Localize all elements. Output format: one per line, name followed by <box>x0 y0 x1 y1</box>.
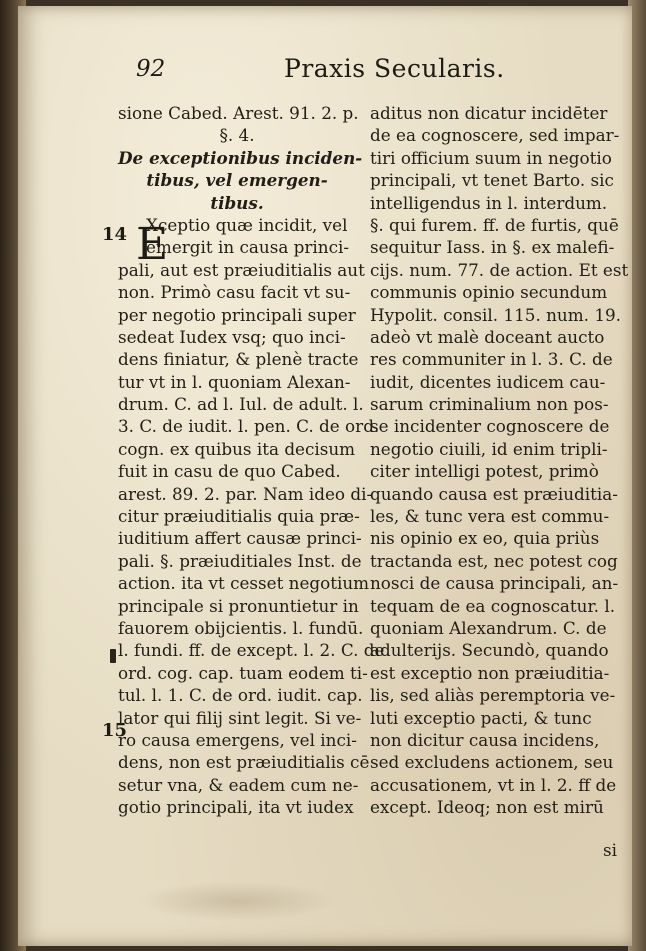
text-line: fuit in casu de quo Cabed. <box>118 461 341 482</box>
text-line: pali. §. præiuditiales Inst. de <box>118 550 362 571</box>
text-line: cijs. num. 77. de action. Et est <box>370 259 629 280</box>
text-line: l. fundi. ff. de except. l. 2. C. de <box>118 640 385 661</box>
text-line: tiri officium suum in negotio <box>370 147 612 168</box>
text-line: de ea cognoscere, sed impar- <box>370 125 620 146</box>
text-line: cogn. ex quibus ita decisum <box>118 438 356 459</box>
margin-paragraph-number: 14 <box>102 224 128 245</box>
text-line: adeò vt malè doceant aucto <box>370 326 605 347</box>
text-line: accusationem, vt in l. 2. ff de <box>370 774 617 795</box>
text-line: res communiter in l. 3. C. de <box>370 349 613 370</box>
left-column <box>118 102 385 819</box>
book-page <box>18 6 632 946</box>
text-line: emergit in causa princi- <box>146 237 350 258</box>
margin-mark <box>110 649 116 663</box>
text-line: tractanda est, nec potest cog <box>370 550 618 571</box>
margin-paragraph-number: 15 <box>102 720 128 741</box>
text-line: non dicitur causa incidens, <box>370 729 600 750</box>
text-line: ro causa emergens, vel inci- <box>118 729 357 750</box>
text-line: tur vt in l. quoniam Alexan- <box>118 371 351 392</box>
text-line: §. qui furem. ff. de furtis, quē <box>370 214 619 235</box>
text-line: tul. l. 1. C. de ord. iudit. cap. <box>118 685 363 706</box>
text-line: iudit, dicentes iudicem cau- <box>370 371 606 392</box>
text-line: quando causa est præiuditia- <box>370 483 618 504</box>
text-line: ord. cog. cap. tuam eodem ti- <box>118 662 368 683</box>
text-line: arest. 89. 2. par. Nam ideo di- <box>118 483 373 504</box>
text-line: Xceptio quæ incidit, vel <box>146 214 348 235</box>
text-line: lis, sed aliàs peremptoria ve- <box>370 685 616 706</box>
text-line: non. Primò casu facit vt su- <box>118 282 351 303</box>
text-line: tequam de ea cognoscatur. l. <box>370 595 616 616</box>
text-line: principali, vt tenet Barto. sic <box>370 170 614 191</box>
text-line: drum. C. ad l. Iul. de adult. l. <box>118 394 364 415</box>
text-line: se incidenter cognoscere de <box>370 416 610 437</box>
text-line: gotio principali, ita vt iudex <box>118 797 354 818</box>
text-line: nis opinio ex eo, quia priùs <box>370 528 600 549</box>
text-line: sequitur Iass. in §. ex malefi- <box>370 237 615 258</box>
text-line: sione Cabed. Arest. 91. 2. p. <box>118 103 359 123</box>
text-line: principale si pronuntietur in <box>118 595 359 616</box>
text-line: communis opinio secundum <box>370 282 608 303</box>
catchword: si <box>603 840 617 860</box>
drop-cap: E <box>136 219 169 270</box>
text-line: aditus non dicatur incidēter <box>370 103 608 123</box>
text-line: fauorem obijcientis. l. fundū. <box>118 617 364 638</box>
text-line: lator qui filij sint legit. Si ve- <box>118 707 362 728</box>
text-line: per negotio principali super <box>118 304 356 325</box>
right-column <box>370 102 629 819</box>
section-mark: §. 4. <box>219 125 255 146</box>
text-line: les, & tunc vera est commu- <box>370 506 610 527</box>
text-line: Hypolit. consil. 115. num. 19. <box>370 304 622 325</box>
text-line: dens finiatur, & plenè tracte <box>118 349 359 370</box>
section-heading: tibus, vel emergen- <box>146 170 328 191</box>
text-line: sarum criminalium non pos- <box>370 394 609 415</box>
text-line: luti exceptio pacti, & tunc <box>370 707 592 728</box>
text-line: dens, non est præiuditialis cē <box>118 752 370 773</box>
text-line: est exceptio non præiuditia- <box>370 662 610 683</box>
text-line: quoniam Alexandrum. C. de <box>370 617 607 638</box>
text-line: iuditium affert causæ princi- <box>118 528 362 549</box>
page-number: 92 <box>136 56 166 82</box>
text-line: adulterijs. Secundò, quando <box>370 640 609 661</box>
section-heading: De exceptionibus inciden- <box>118 147 363 168</box>
text-line: 3. C. de iudit. l. pen. C. de ord. <box>118 416 380 437</box>
text-line: citer intelligi potest, primò <box>370 461 599 482</box>
text-line: setur vna, & eadem cum ne- <box>118 774 359 795</box>
text-line: intelligendus in l. interdum. <box>370 192 608 213</box>
text-line: citur præiuditialis quia præ- <box>118 506 360 527</box>
page-header <box>18 50 632 90</box>
text-line: negotio ciuili, id enim tripli- <box>370 438 608 459</box>
text-line: sed excludens actionem, seu <box>370 752 614 773</box>
text-line: pali, aut est præiuditialis aut <box>118 259 365 280</box>
text-line: sedeat Iudex vsq; quo inci- <box>118 326 346 347</box>
ink-bleed-through <box>138 881 338 921</box>
text-line: nosci de causa principali, an- <box>370 573 619 594</box>
text-line: except. Ideoq; non est mirū <box>370 797 604 818</box>
text-line: action. ita vt cesset negotium <box>118 573 370 594</box>
section-heading: tibus. <box>210 192 264 213</box>
running-title: Praxis Secularis. <box>284 54 505 83</box>
